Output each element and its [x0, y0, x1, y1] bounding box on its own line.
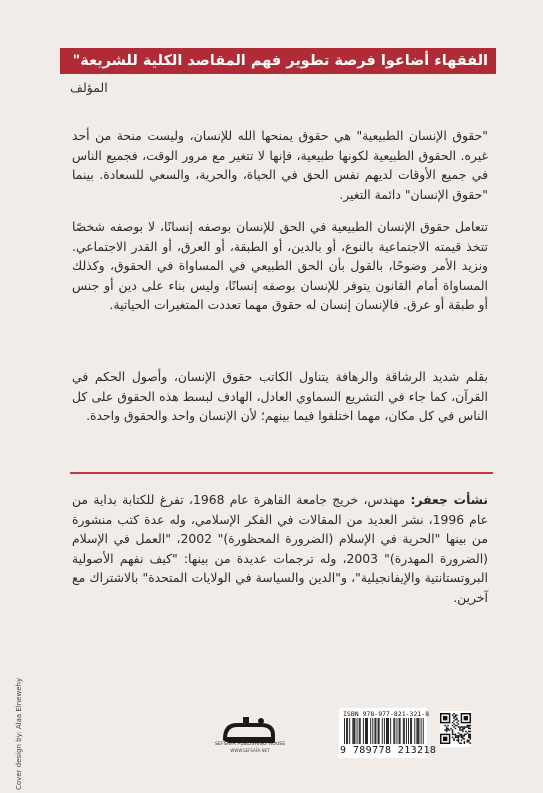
author-name: نشأت جعفر: — [410, 492, 488, 507]
isbn-label: ISBN 978-977-821-321-8 — [343, 710, 430, 718]
quote-text: الفقهاء أضاعوا فرصة تطوير فهم المقاصد الكلية للشريعة" — [72, 53, 488, 69]
barcode-icon — [344, 718, 424, 744]
isbn-number: 9 789778 213218 — [340, 745, 437, 756]
author-bio — [72, 490, 488, 608]
paragraph-1: "حقوق الإنسان الطبيعية" هي حقوق يمنحها الله للإنسان، وليست منحة من أحد غيره. الحقوق الطبيعية لكونها طبيعية، فإنها لا تتغير مع مرور الوقت، فجميع الناس في جميع الأوقات لديهم نفس الحق في الحياة، والحرية، والسعي للسعادة. بينما "حقوق الإنسان" دائمة التغير. — [72, 128, 488, 202]
section-divider — [70, 472, 493, 474]
quote-author: المؤلف — [70, 80, 108, 95]
author-bio-text: مهندس، خريج جامعة القاهرة عام 1968، تفرغ للكتابة بداية من عام 1996، نشر العديد من المقالات في الفكر الإسلامي، وله عدة كتب منشورة من بينها "الحرية في الإسلام (الضرورة المحظورة)" 2002، "العمل في الإسلام (الضرورة المهدرة)" 2003، وله ترجمات عديدة من بينها: "كيف نفهم الأصولية البروتستانتية والإيفانجيلية"، و"الدين والسياسة في الولايات المتحدة" بالاشتراك مع آخرين. — [72, 492, 489, 605]
qr-code-icon — [440, 711, 471, 747]
quote-banner — [60, 48, 496, 74]
cover-design-credit: Cover design by: Alaa Elnewehy — [15, 677, 23, 790]
paragraph-3: بقلم شديد الرشاقة والرهافة يتناول الكاتب حقوق الإنسان، وأصول الحكم في القرآن، كما جاء في التشريع السماوي العادل، الهادف لبسط هذه الحقوق على كل الناس في كل مكان، مهما اختلفوا فيما بينهم؛ لأن الإنسان واحد والحقوق واحدة. — [72, 369, 488, 424]
publisher-website: WWW.SEFSAFA.NET — [230, 748, 270, 753]
paragraph-2: تتعامل حقوق الإنسان الطبيعية في الحق للإنسان بوصفه إنسانًا، لا بوصفه شخصًا تتخذ قيمته الاجتماعية بالنوع، أو بالدين، أو الطبقة، أو العرق، أو القدر الاجتماعي. ونزيد الأمر وضوحًا، بالقول بأن الحق الطبيعي في المساواة في الحقوق، وكذلك المساواة أمام القانون يتوفر للإنسان بوصفه إنسانًا، وليس بناء على دين أو جنس أو طبقة أو عرق. فالإنسان إنسان له حقوق مهما تعددت المتغيرات الحياتية. — [72, 219, 488, 313]
publisher-name: SEFSAFA PUBLISHING HOUSE — [215, 742, 286, 747]
